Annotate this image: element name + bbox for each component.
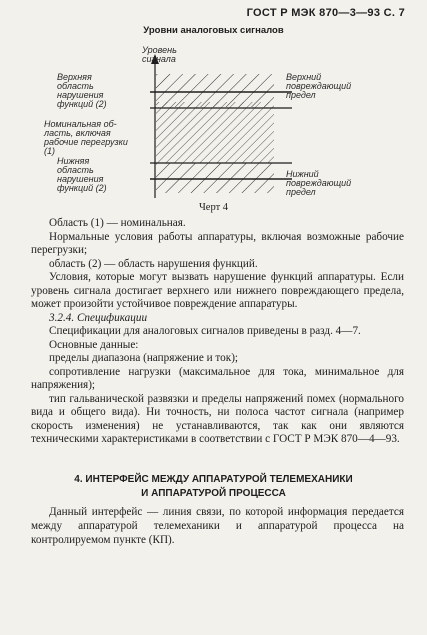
upper-region-label: Верхняя область нарушения функций (2) (57, 72, 107, 109)
paragraph: сопротивление нагрузки (максимальное для тока, минимальное для напряжения); (31, 365, 404, 391)
nominal-zone (156, 108, 274, 163)
paragraph: Область (1) — номинальная. (49, 217, 186, 229)
lower-limit-label: Нижний повреждающий предел (286, 169, 352, 197)
upper-limit-label: Верхний повреждающий предел (286, 72, 352, 100)
lower-region-label: Нижняя область нарушения функций (2) (57, 156, 107, 193)
subsection-heading: 3.2.4. Спецификации (49, 311, 148, 324)
axis-label-2: сигнала (142, 54, 176, 64)
figure-title: Уровни аналоговых сигналов (143, 25, 284, 36)
nominal-region-label: Номинальная об- ласть, включая рабочие перегрузки (1) (44, 119, 128, 156)
paragraph: Нормальные условия работы аппаратуры, включая возможные рабочие перегрузки; (31, 230, 404, 256)
paragraph: Спецификации для аналоговых сигналов приведены в разд. 4—7. (49, 325, 361, 337)
paragraph: Условия, которые могут вызвать нарушение функций аппаратуры. Если уровень сигнала достигает верхнего или нижнего повреждающего предела, может произойти устойчивое повреждение аппаратуры. (31, 271, 404, 310)
paragraph: область (2) — область нарушения функций. (49, 257, 258, 270)
paragraph: пределы диапазона (напряжение и ток); (49, 352, 239, 364)
axis-label-1: Уровень (142, 45, 177, 55)
signal-levels-figure (0, 40, 427, 212)
paragraph: Данный интерфейс — линия связи, по которой информация передается между аппаратурой телемеханики и аппаратурой процесса на контролируемом пункте (КП). (31, 506, 404, 546)
body-text (31, 217, 404, 447)
lower-disturbance-zone (156, 163, 274, 193)
paragraph: тип гальванической развязки и пределы напряжений помех (нормального вида и общего вида). Ни точность, ни полоса частот сигнала (например скорость изменения) не устанавливаются, так как они являются техническими характеристиками в соответствии с ГОСТ Р МЭК 870—4—93. (31, 392, 404, 445)
figure-caption: Черт 4 (198, 202, 229, 213)
section-4-body (31, 505, 404, 547)
paragraph: Основные данные: (49, 338, 139, 351)
running-header: ГОСТ Р МЭК 870—3—93 С. 7 (246, 7, 405, 19)
section-4-heading: 4. ИНТЕРФЕЙС МЕЖДУ АППАРАТУРОЙ ТЕЛЕМЕХАНИКИ И АППАРАТУРОЙ ПРОЦЕССА (74, 474, 353, 499)
